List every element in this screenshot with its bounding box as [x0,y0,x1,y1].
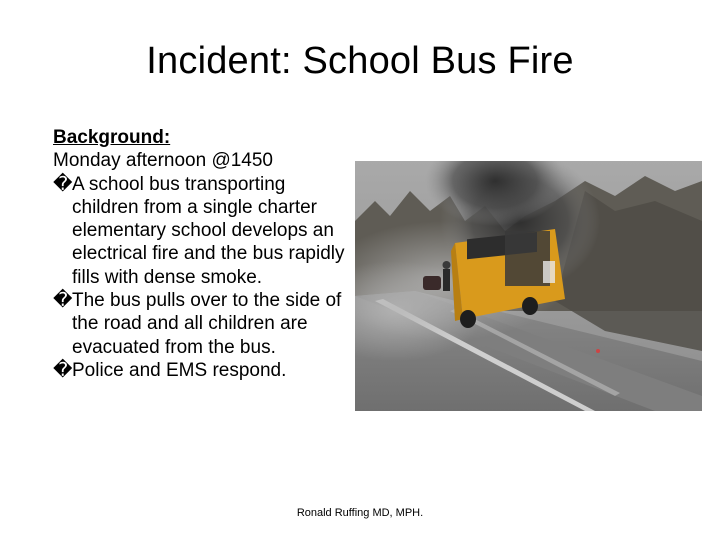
bullet-text: Police and EMS respond. [72,359,287,381]
incident-time: Monday afternoon @1450 [53,150,273,172]
slide-title: Incident: School Bus Fire [146,40,574,82]
bullet-item [53,359,353,382]
bullet-glyph-icon: � [53,359,73,381]
bullet-glyph-icon: � [53,173,73,195]
bullet-text: The bus pulls over to the side of the road and all children are evacuated from the bus. [72,290,342,358]
bullet-glyph-icon: � [53,290,73,312]
slide-body [53,126,353,382]
bus-fire-photo [355,161,702,411]
bullet-text: A school bus transporting children from a single charter elementary school develops an electrical fire and the bus rapidly fills with dense smoke. [72,173,345,288]
slide-footer: Ronald Ruffing MD, MPH. [296,507,424,519]
bullet-item [53,173,353,289]
background-heading: Background: [53,127,171,148]
bullet-item [53,289,353,359]
